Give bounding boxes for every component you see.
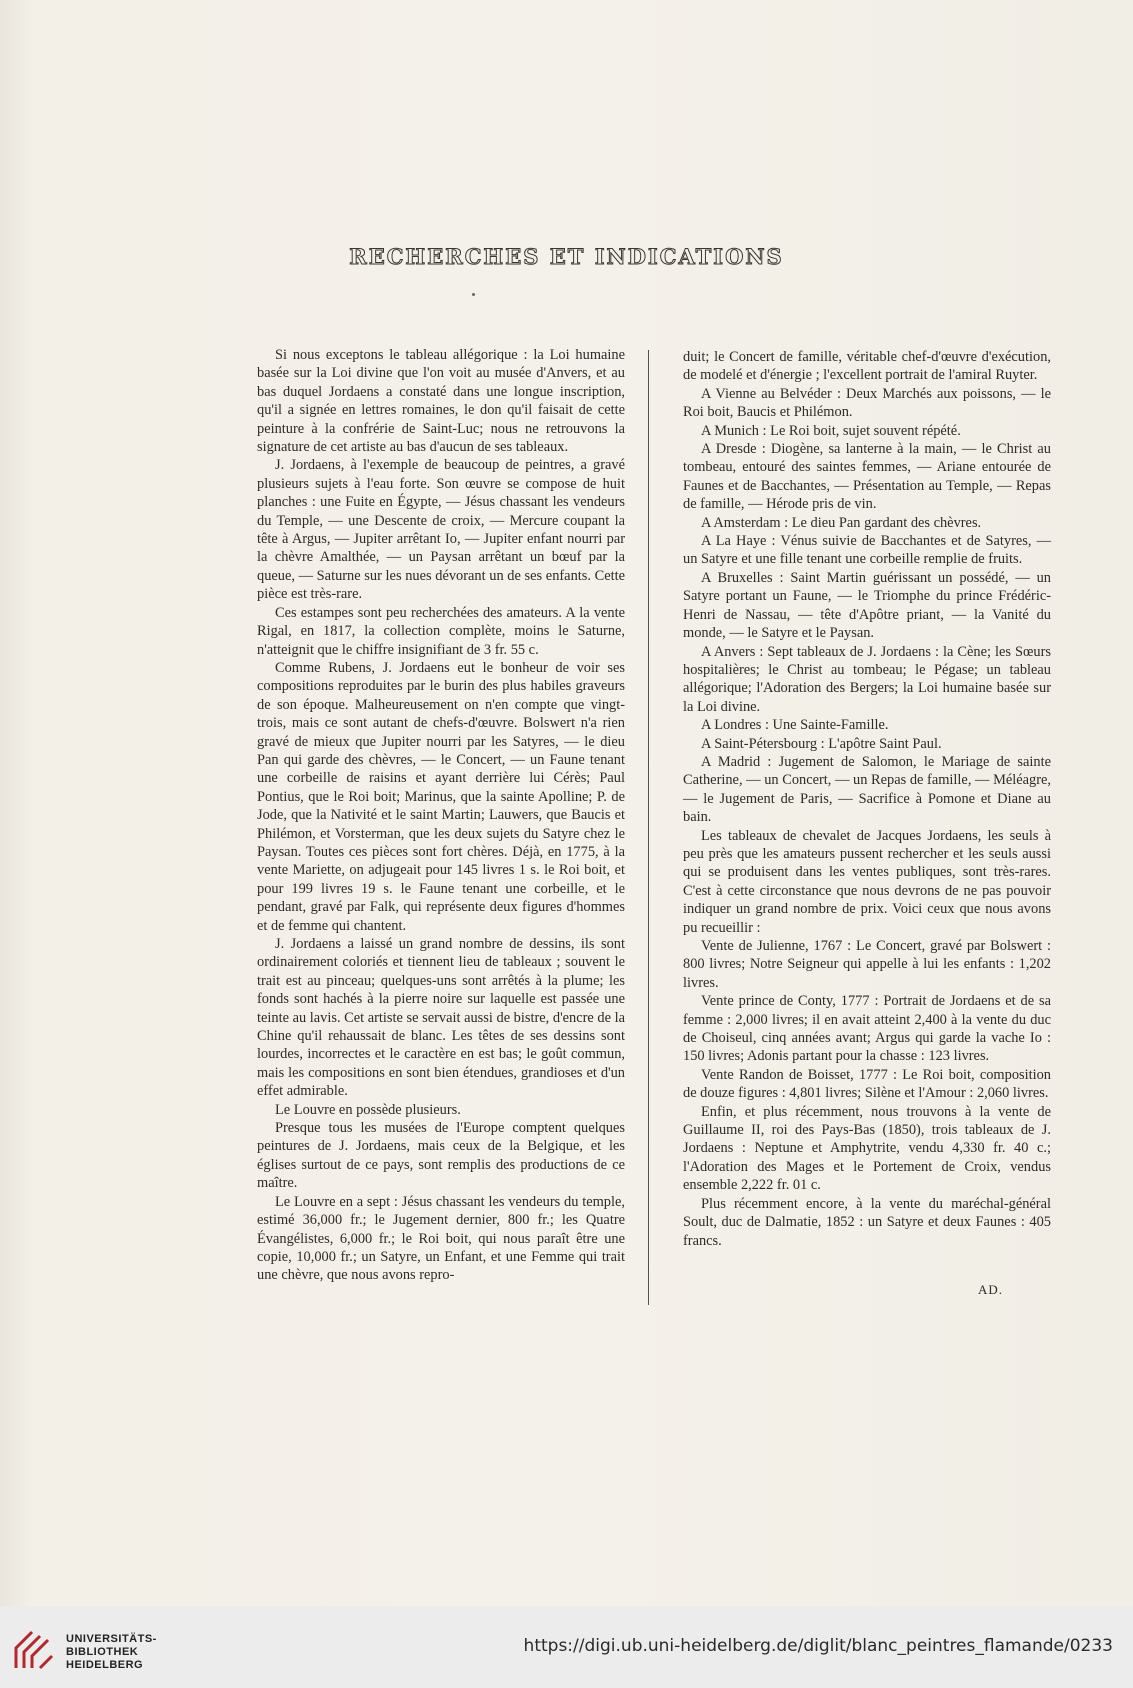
- page-title: RECHERCHES ET INDICATIONS: [349, 244, 784, 269]
- paragraph: A Saint-Pétersbourg : L'apôtre Saint Paul.: [701, 735, 942, 752]
- university-seal-icon: [12, 1628, 56, 1672]
- library-name-line: BIBLIOTHEK: [66, 1646, 139, 1658]
- section-header: [0, 244, 1133, 269]
- paragraph: Le Louvre en a sept : Jésus chassant les vendeurs du temple, estimé 36,000 fr.; le Jugement dernier, 800 fr.; les Quatre Évangélistes, 6,000 fr.; le Roi boit, qui nous paraît être une copie, 10,000 fr.; un Satyre, un Enfant, et une Femme qui trait une chèvre, que nous avons repro-: [257, 1193, 625, 1284]
- library-name-line: HEIDELBERG: [66, 1659, 144, 1671]
- paragraph: Si nous exceptons le tableau allégorique : la Loi humaine basée sur la Loi divine que l'on voit au musée d'Anvers, et au bas duquel Jordaens a constaté dans une longue inscription, qu'il a signée en lettres romaines, le don qu'il faisait de cette peinture à la confrérie de Saint-Luc; nous ne retrouvons la signature de cet artiste au bas d'aucun de ses tableaux.: [257, 347, 625, 456]
- paragraph: Plus récemment encore, à la vente du maréchal-général Soult, duc de Dalmatie, 1852 : un Satyre et deux Faunes : 405 francs.: [683, 1195, 1051, 1249]
- left-column: [257, 346, 625, 1285]
- paragraph: Ces estampes sont peu recherchées des amateurs. A la vente Rigal, en 1817, la collection complète, moins le Saturne, n'atteignit que le chiffre insignifiant de 3 fr. 55 c.: [257, 604, 625, 658]
- paragraph: Vente prince de Conty, 1777 : Portrait de Jordaens et de sa femme : 2,000 livres; il en avait atteint 2,400 à la vente du duc de Choiseul, cinq années avant; Argus qui garde la vache Io : 150 livres; Adonis partant pour la chasse : 123 livres.: [683, 993, 1051, 1065]
- paragraph: duit; le Concert de famille, véritable chef-d'œuvre d'exécution, de modelé et d'énergie ; l'excellent portrait de l'amiral Ruyter.: [683, 349, 1051, 384]
- paragraph: Comme Rubens, J. Jordaens eut le bonheur de voir ses compositions reproduites par le burin des plus habiles graveurs de son époque. Malheureusement on n'en compte que vingt-trois, mais ce sont autant de chefs-d'œuvre. Bolswert n'a rien gravé de mieux que Jupiter nourri par les Satyres, — le dieu Pan qui garde des chèvres, — le Concert, — un Faune tenant une corbeille de raisins et ayant derrière lui Cérès; Paul Pontius, que le Roi boit; Marinus, que la sainte Apolline; P. de Jode, que la Nativité et le saint Martin; Lauwers, que Baucis et Philémon, et Vorsterman, que les deux sujets du Satyre chez le Paysan. Toutes ces pièces sont fort chères. Déjà, en 1775, à la vente Mariette, on adjugeait pour 145 livres 1 s. le Roi boit, et pour 199 livres 19 s. le Faune tenant une corbeille, et le pendant, gravé par Falk, qui représente deux figures d'hommes et de femme qui chantent.: [257, 659, 625, 934]
- right-column: [683, 348, 1051, 1250]
- paragraph: J. Jordaens a laissé un grand nombre de dessins, ils sont ordinairement coloriés et tiennent lieu de tableaux ; souvent le trait est au pinceau; quelques-uns sont arrêtés à la plume; les fonds sont hachés à la pierre noire sur laquelle est passée une teinte au lavis. Cet artiste se servait aussi de bistre, d'encre de la Chine qu'il rehaussait de blanc. Les têtes de ses dessins sont lourdes, incorrectes et le caractère en est bas; le goût commun, mais les compositions en sont bien étendues, grandioses et d'un effet admirable.: [257, 936, 625, 1100]
- permalink-url[interactable]: https://digi.ub.uni-heidelberg.de/diglit/blanc_peintres_flamande/0233: [523, 1636, 1113, 1656]
- paragraph: Le Louvre en possède plusieurs.: [275, 1101, 461, 1118]
- paragraph: Vente de Julienne, 1767 : Le Concert, gravé par Bolswert : 800 livres; Notre Seigneur qui appelle à lui les enfants : 1,202 livres.: [683, 938, 1051, 991]
- footer-bar: [0, 1606, 1133, 1688]
- paragraph: A Vienne au Belvéder : Deux Marchés aux poissons, — le Roi boit, Baucis et Philémon.: [683, 385, 1051, 421]
- paragraph: Les tableaux de chevalet de Jacques Jordaens, les seuls à peu près que les amateurs pussent rechercher et les seuls aussi qui se produisent dans les ventes publiques, sont très-rares. C'est à cette circonstance que nous devrons de ne pas pouvoir indiquer un grand nombre de prix. Voici ceux que nous avons pu recueillir :: [683, 827, 1051, 936]
- paragraph: A Amsterdam : Le dieu Pan gardant des chèvres.: [701, 514, 982, 531]
- paragraph: A Bruxelles : Saint Martin guérissant un possédé, — un Satyre portant un Faune, — le Triomphe du prince Frédéric-Henri de Nassau, — tête d'Apôtre priant, — la Vanité du monde, — le Satyre et le Paysan.: [683, 569, 1051, 642]
- paragraph: A Anvers : Sept tableaux de J. Jordaens : la Cène; les Sœurs hospitalières; le Christ au tombeau; le Pégase; un tableau allégorique; l'Adoration des Bergers; la Loi humaine basée sur la Loi divine.: [683, 643, 1051, 715]
- library-name-line: UNIVERSITÄTS-: [66, 1633, 157, 1645]
- column-divider: [648, 350, 649, 1305]
- ornament-dot: [472, 293, 475, 296]
- paragraph: Presque tous les musées de l'Europe comptent quelques peintures de J. Jordaens, mais ceux de la Belgique, et les églises surtout de ce pays, sont remplis des productions de ce maître.: [257, 1120, 625, 1192]
- paragraph: A Madrid : Jugement de Salomon, le Mariage de sainte Catherine, — un Concert, — un Repas de famille, — Méléagre, — le Jugement de Paris, — Sacrifice à Pomone et Diane au bain.: [683, 753, 1051, 826]
- library-name: [66, 1633, 157, 1672]
- paragraph: A Munich : Le Roi boit, sujet souvent répété.: [701, 422, 961, 439]
- paragraph: A La Haye : Vénus suivie de Bacchantes et de Satyres, — un Satyre et une fille tenant une corbeille remplie de fruits.: [683, 533, 1051, 568]
- paragraph: Enfin, et plus récemment, nous trouvons à la vente de Guillaume II, roi des Pays-Bas (1850), trois tableaux de J. Jordaens : Neptune et Amphytrite, vendu 4,330 fr. 40 c.; l'Adoration des Mages et le Portement de Croix, vendus ensemble 2,222 fr. 01 c.: [683, 1103, 1051, 1194]
- paragraph: Vente Randon de Boisset, 1777 : Le Roi boit, composition de douze figures : 4,801 livres; Silène et l'Amour : 2,060 livres.: [683, 1066, 1051, 1102]
- author-signature: AD.: [978, 1282, 1004, 1297]
- paragraph: A Dresde : Diogène, sa lanterne à la main, — le Christ au tombeau, entouré des saintes femmes, — Ariane entourée de Faunes et de Bacchantes, — Présentation au Temple, — Repas de famille, — Hérode pris de vin.: [683, 441, 1051, 513]
- paragraph: J. Jordaens, à l'exemple de beaucoup de peintres, a gravé plusieurs sujets à l'eau forte. Son œuvre se compose de huit planches : une Fuite en Égypte, — Jésus chassant les vendeurs du Temple, — une Descente de croix, — Mercure coupant la tête à Argus, — Jupiter arrêtant Io, — Jupiter enfant nourri par la chèvre Amalthée, — un Paysan arrêtant un bœuf par la queue, — Saturne sur les nues dévorant un de ses enfants. Cette pièce est très-rare.: [257, 457, 625, 603]
- paragraph: A Londres : Une Sainte-Famille.: [701, 717, 889, 734]
